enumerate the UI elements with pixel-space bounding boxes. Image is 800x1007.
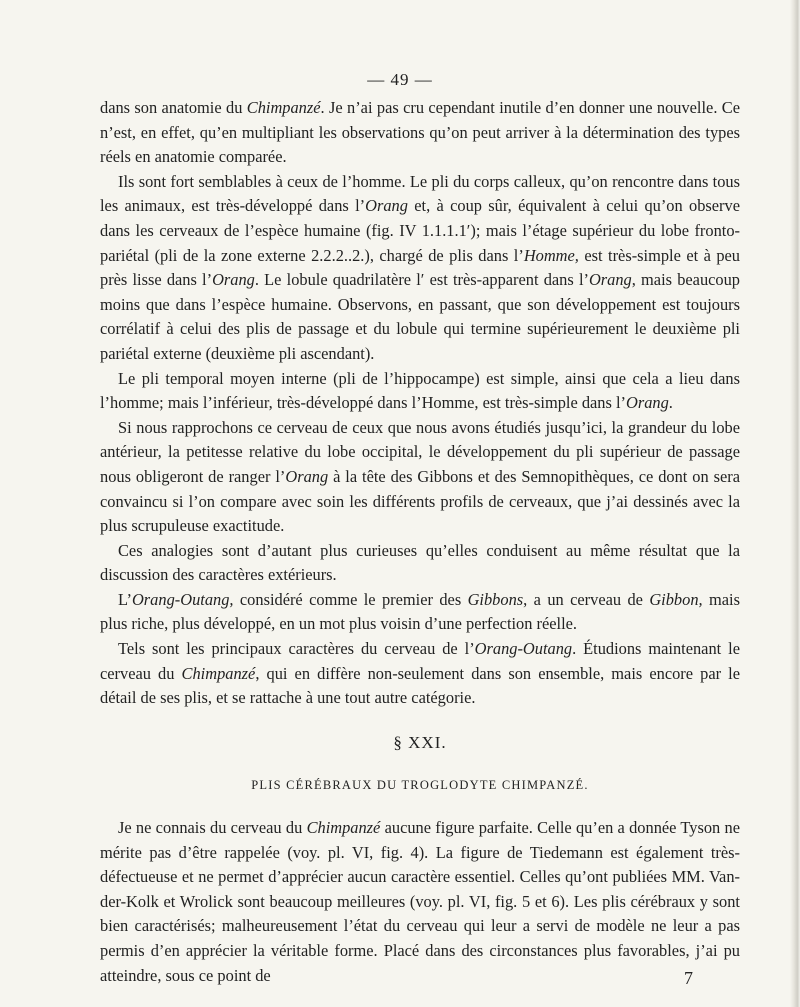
text-run: , mais beaucoup moins que dans l’espèce humaine. Observons, en passant, que son développement est toujours corrélatif à celui des plis de passage et du lobule qui termine supérieurement le deuxième pli pariétal externe (deuxième pli ascendant). xyxy=(100,270,740,363)
text-run: Le pli temporal moyen interne (pli de l’hippocampe) est simple, ainsi que cela a lieu dans l’homme; mais l’inférieur, très-développé dans l’Homme, est très-simple dans l’ xyxy=(100,368,740,413)
italic-term: Orang-Outang, xyxy=(131,589,234,609)
text-run: Tels sont les principaux caractères du cerveau de l’ xyxy=(118,639,475,659)
italic-term: Gibbon, xyxy=(649,589,703,609)
text-run: mais plus riche, plus développé, en un mot plus voisin d’une perfection réelle. xyxy=(100,589,740,634)
paragraph xyxy=(100,96,740,170)
section-subtitle: PLIS CÉRÉBRAUX DU TROGLODYTE CHIMPANZÉ. xyxy=(251,778,589,793)
paragraphs-after-section xyxy=(100,816,740,988)
paragraph xyxy=(100,367,740,416)
text-run: L’ xyxy=(118,589,132,609)
signature-mark: 7 xyxy=(684,968,693,988)
text-run: Ces analogies sont d’autant plus curieuses qu’elles conduisent au même résultat que la discussion des caractères extérieurs. xyxy=(100,540,740,585)
text-run: , a un cerveau de xyxy=(523,589,650,609)
italic-term: Chimpanzé xyxy=(306,818,381,838)
text-run: aucune figure parfaite. Celle qu’en a donnée Tyson ne mérite pas d’être rappelée (voy. pl. VI, fig. 4). La figure de Tiedemann est également très-défectueuse et ne permet d’apprécier aucun caractère essentiel. Celles qu’ont publiées MM. Van-der-Kolk et Wrolick sont beaucoup meilleures (voy. pl. VI, fig. 5 et 6). Les plis cérébraux y sont bien caractérisés; malheureusement l’état du cerveau qui leur a servi de modèle ne leur a pas permis d’en apprécier la véritable forme. Placé dans des circonstances plus favorables, j’ai pu atteindre, sous ce point de xyxy=(100,818,740,985)
text-run: est très-simple et à peu près lisse dans l’ xyxy=(100,245,740,290)
text-run: dans son anatomie du xyxy=(100,98,247,117)
italic-term: Orang xyxy=(285,466,329,486)
body-text xyxy=(100,96,740,988)
italic-term: Orang xyxy=(625,393,669,413)
text-run: , qui en diffère non-seulement dans son ensemble, mais encore par le détail de ses plis, et se rattache à une tout autre catégorie. xyxy=(100,663,740,708)
italic-term: Homme, xyxy=(523,245,579,265)
text-run: Je ne connais du cerveau du xyxy=(118,818,307,838)
section-title: § XXI. xyxy=(393,732,447,752)
italic-term: Orang xyxy=(212,270,255,290)
italic-term: Orang xyxy=(365,196,408,216)
paragraph xyxy=(100,170,740,367)
italic-term: Chimpanzé xyxy=(181,663,256,683)
text-run: à la tête des Gibbons et des Semnopithèques, ce dont on sera convaincu si l’on compare avec soin les différents profils de cerveaux, que j’ai dessinés avec la plus scrupuleuse exactitude. xyxy=(100,466,740,536)
text-run: . Étudions maintenant le cerveau du xyxy=(100,639,740,683)
text-run: . Je n’ai pas cru cependant inutile d’en donner une nouvelle. Ce n’est, en effet, qu’en multipliant les observations qu’on peut arriver à la détermination des types réels en anatomie comparée. xyxy=(100,98,740,167)
text-run: Si nous rapprochons ce cerveau de ceux que nous avons étudiés jusqu’ici, la grandeur du lobe antérieur, la petitesse relative du lobe occipital, le développement du pli supérieur de passage nous obligeront de ranger l’ xyxy=(100,417,740,486)
italic-term: Chimpanzé xyxy=(246,98,321,117)
page-number: — 49 — xyxy=(367,70,433,89)
paragraph xyxy=(100,816,740,988)
text-run: et, à coup sûr, équivalent à celui qu’on observe dans les cerveaux de l’espèce humaine (fig. IV 1.1.1.1′); mais l’étage supérieur du lobe fronto-pariétal (pli de la zone externe 2.2.2..2.), chargé de plis dans l’ xyxy=(100,196,740,265)
text-run: considéré comme le premier des xyxy=(233,589,468,609)
paragraph xyxy=(100,637,740,711)
paragraph xyxy=(100,416,740,539)
italic-term: Orang xyxy=(588,270,632,290)
italic-term: Gibbons xyxy=(467,589,524,609)
text-run: Ils sont fort semblables à ceux de l’homme. Le pli du corps calleux, qu’on rencontre dans tous les animaux, est très-développé dans l’ xyxy=(100,171,740,216)
paragraphs-before-section xyxy=(100,96,740,711)
text-run: . Le lobule quadrilatère l′ est très-apparent dans l’ xyxy=(254,270,589,290)
page-edge-shadow xyxy=(790,0,800,1007)
paragraph xyxy=(100,539,740,588)
italic-term: Orang-Outang xyxy=(474,639,573,659)
text-run: . xyxy=(668,393,673,413)
paragraph xyxy=(100,588,740,637)
